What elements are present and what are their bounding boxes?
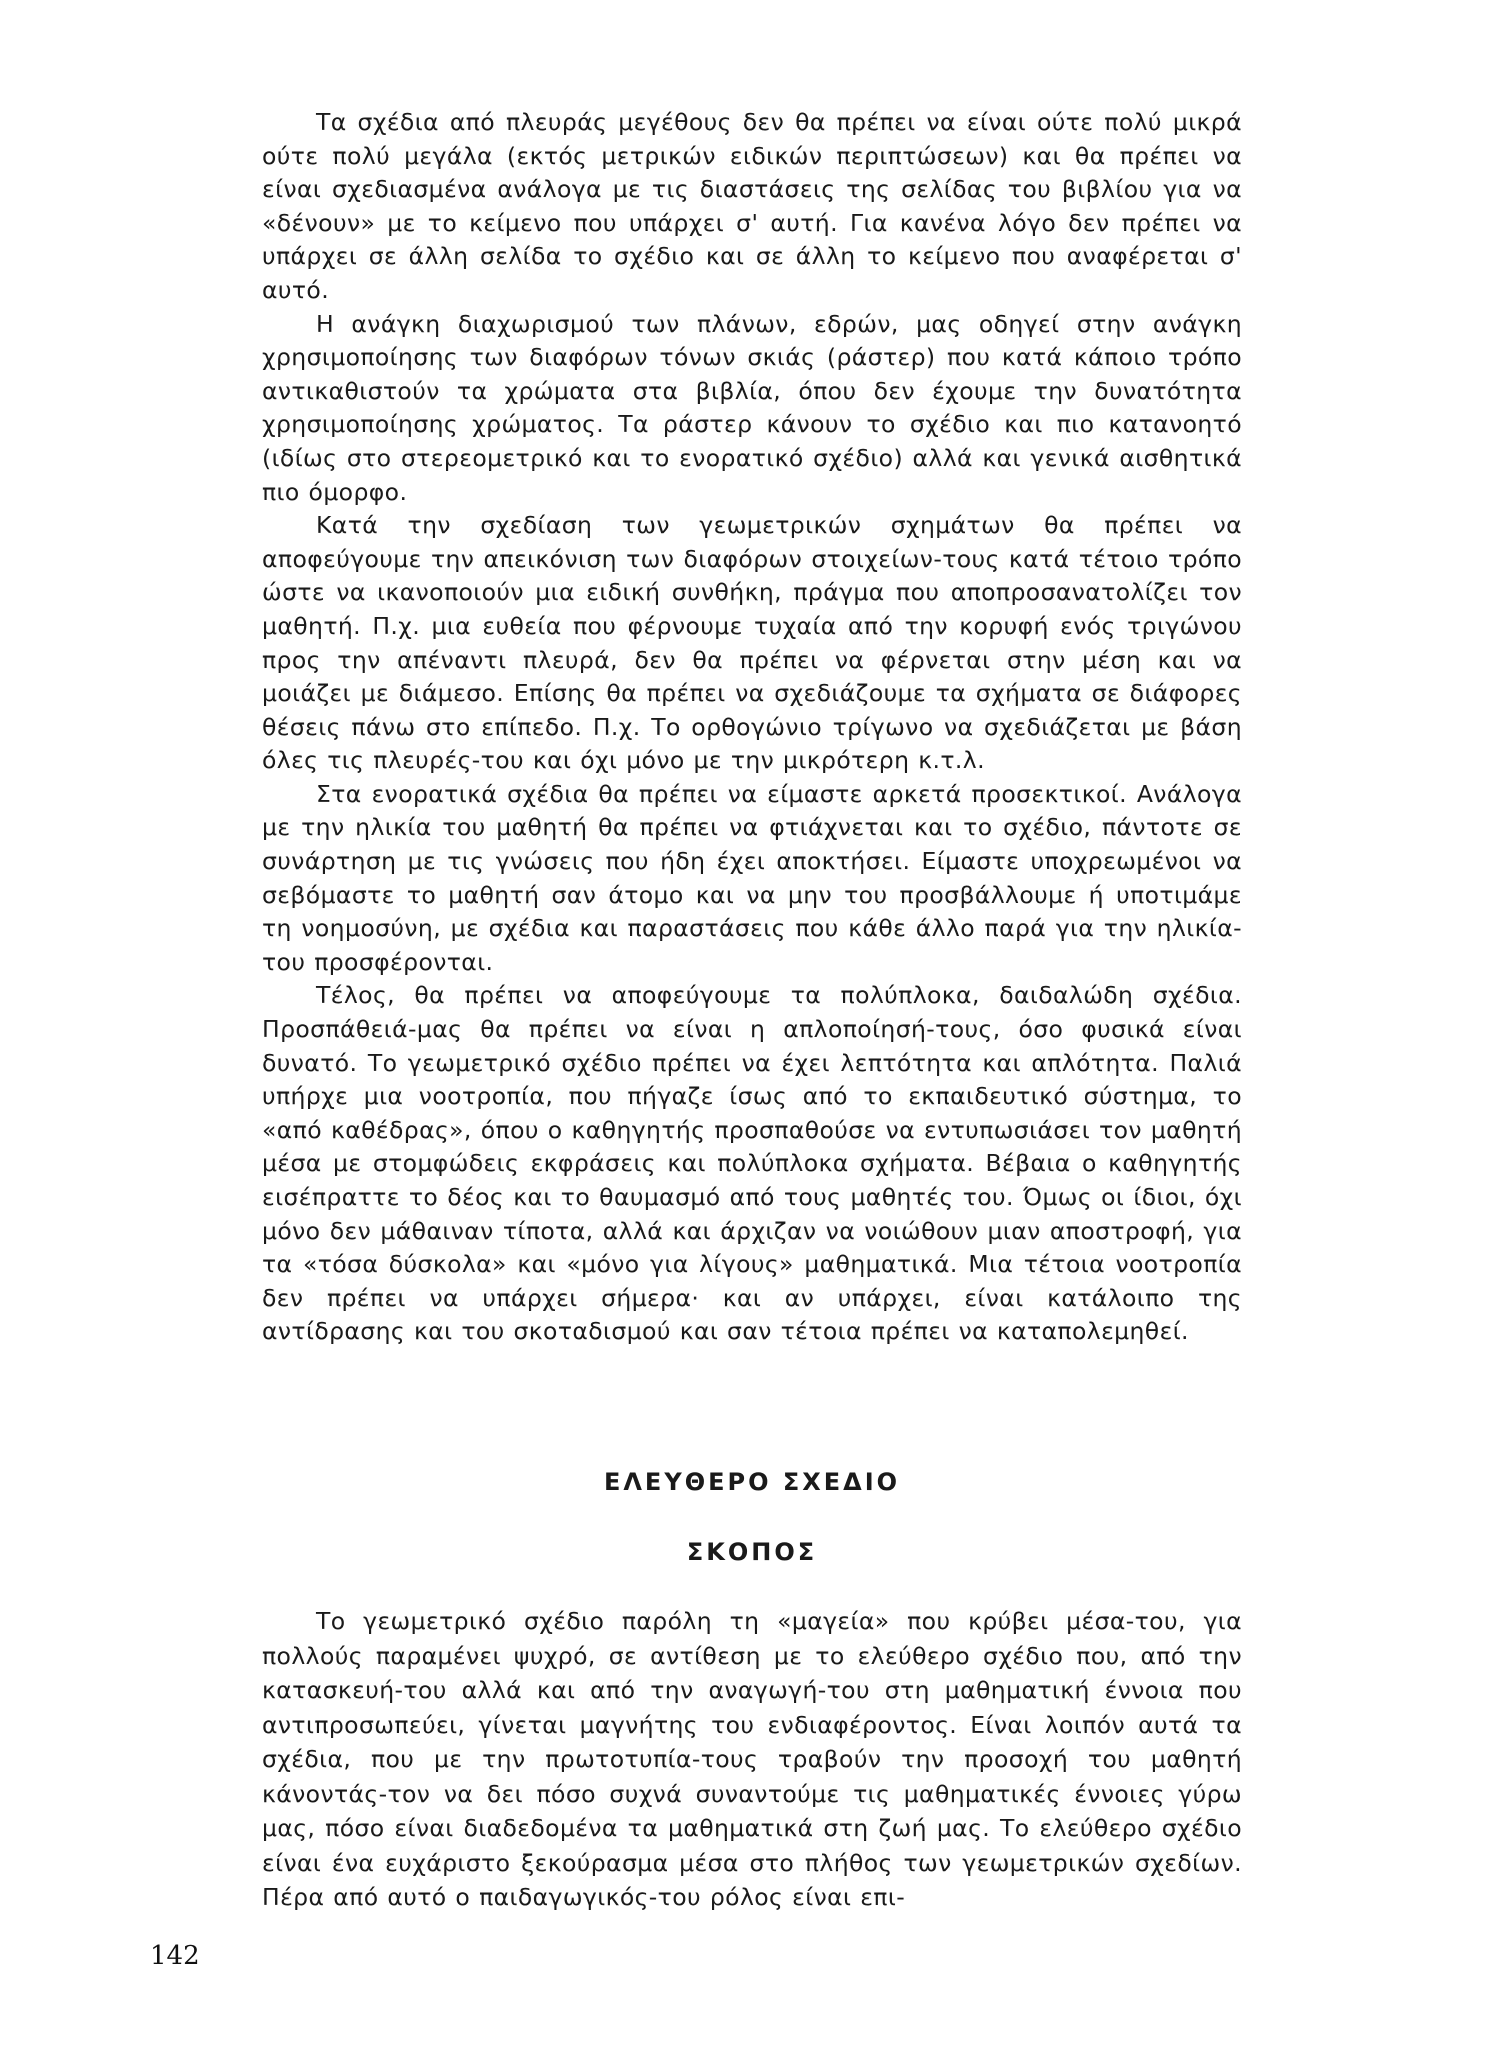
paragraph: Η ανάγκη διαχωρισμού των πλάνων, εδρών, μας οδηγεί στην ανάγκη χρησιμοποίησης των διαφόρων τόνων σκιάς (ράστερ) που κατά κάποιο τρόπο αντικαθιστούν τα χρώματα στα βιβλία, όπου δεν έχουμε την δυνατότητα χρησιμοποίησης χρώματος. Τα ράστερ κάνουν το σχέδιο και πιο κατανοητό (ιδίως στο στερεομετρικό και το ενορατικό σχέδιο) αλλά και γενικά αισθητικά πιο όμορφο. <box>262 309 1242 506</box>
paragraph: Το γεωμετρικό σχέδιο παρόλη τη «μαγεία» που κρύβει μέσα-του, για πολλούς παραμένει ψυχρό, σε αντίθεση με το ελεύθερο σχέδιο που, από την κατασκευή-του αλλά και από την αναγωγή-του στη μαθηματική έννοια που αντιπροσωπεύει, γίνεται μαγνήτης του ενδιαφέροντος. Είναι λοιπόν αυτά τα σχέδια, που με την πρωτοτυπία-τους τραβούν την προσοχή του μαθητή κάνοντάς-τον να δει πόσο συχνά συναντούμε τις μαθηματικές έννοιες γύρω μας, πόσο είναι διαδεδομένα τα μαθηματικά στη ζωή μας. Το ελεύθερο σχέδιο είναι ένα ευχάριστο ξεκούρασμα μέσα στο πλήθος των γεωμετρικών σχεδίων. Πέρα από αυτό ο παιδαγωγικός-του ρόλος είναι επι- <box>262 1607 1242 1911</box>
paragraph: Κατά την σχεδίαση των γεωμετρικών σχημάτων θα πρέπει να αποφεύγουμε την απεικόνιση των διαφόρων στοιχείων-τους κατά τέτοιο τρόπο ώστε να ικανοποιούν μια ειδική συνθήκη, πράγμα που αποπροσανατολίζει τον μαθητή. Π.χ. μια ευθεία που φέρνουμε τυχαία από την κορυφή ενός τριγώνου προς την απέναντι πλευρά, δεν θα πρέπει να φέρνεται στην μέση και να μοιάζει με διάμεσο. Επίσης θα πρέπει να σχεδιάζουμε τα σχήματα σε διάφορες θέσεις πάνω στο επίπεδο. Π.χ. Το ορθογώνιο τρίγωνο να σχεδιάζεται με βάση όλες τις πλευρές-του και όχι μόνο με την μικρότερη κ.τ.λ. <box>262 511 1242 775</box>
paragraph: Τέλος, θα πρέπει να αποφεύγουμε τα πολύπλοκα, δαιδαλώδη σχέδια. Προσπάθειά-μας θα πρέπει να είναι η απλοποίησή-τους, όσο φυσικά είναι δυνατό. Το γεωμετρικό σχέδιο πρέπει να έχει λεπτότητα και απλότητα. Παλιά υπήρχε μια νοοτροπία, που πήγαζε ίσως από το εκπαιδευτικό σύστημα, το «από καθέδρας», όπου ο καθηγητής προσπαθούσε να εντυπωσιάσει τον μαθητή μέσα με στομφώδεις εκφράσεις και πολύπλοκα σχήματα. Βέβαια ο καθηγητής εισέπραττε το δέος και το θαυμασμό από τους μαθητές του. Όμως οι ίδιοι, όχι μόνο δεν μάθαιναν τίποτα, αλλά και άρχιζαν να νοιώθουν μιαν αποστροφή, για τα «τόσα δύσκολα» και «μόνο για λίγους» μαθηματικά. Μια τέτοια νοοτροπία δεν πρέπει να υπάρχει σήμερα· και αν υπάρχει, είναι κατάλοιπο της αντίδρασης και του σκοταδισμού και σαν τέτοια πρέπει να καταπολεμηθεί. <box>262 981 1242 1346</box>
page-number: 142 <box>150 1941 200 1971</box>
paragraph: Στα ενορατικά σχέδια θα πρέπει να είμαστε αρκετά προσεκτικοί. Ανάλογα με την ηλικία του μαθητή θα πρέπει να φτιάχνεται και το σχέδιο, πάντοτε σε συνάρτηση με τις γνώσεις που ήδη έχει αποκτήσει. Είμαστε υποχρεωμένοι να σεβόμαστε το μαθητή σαν άτομο και να μην του προσβάλλουμε ή υποτιμάμε τη νοημοσύνη, με σχέδια και παραστάσεις που κάθε άλλο παρά για την ηλικία-του προσφέρονται. <box>262 779 1242 976</box>
paragraph: Τα σχέδια από πλευράς μεγέθους δεν θα πρέπει να είναι ούτε πολύ μικρά ούτε πολύ μεγάλα (εκτός μετρικών ειδικών περιπτώσεων) και θα πρέπει να είναι σχεδιασμένα ανάλογα με τις διαστάσεις της σελίδας του βιβλίου για να «δένουν» με το κείμενο που υπάρχει σ' αυτή. Για κανένα λόγο δεν πρέπει να υπάρχει σε άλλη σελίδα το σχέδιο και σε άλλη το κείμενο που αναφέρεται σ' αυτό. <box>262 108 1242 304</box>
section-body-text <box>262 1604 1242 1915</box>
section-title: ΕΛΕΥΘΕΡΟ ΣΧΕΔΙΟ <box>603 1468 901 1496</box>
body-text <box>262 106 1242 1349</box>
section-subtitle: ΣΚΟΠΟΣ <box>686 1538 818 1566</box>
